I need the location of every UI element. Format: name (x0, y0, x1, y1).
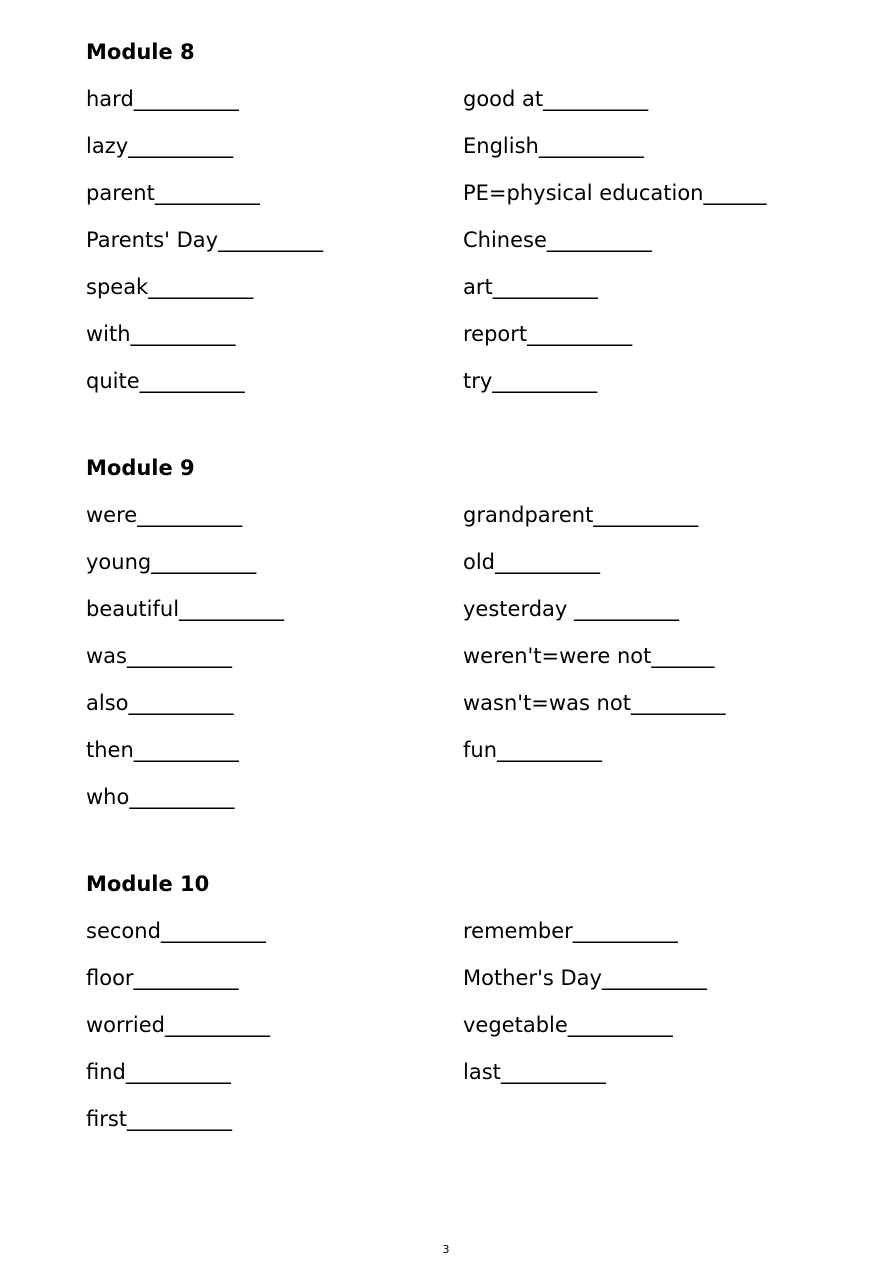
vocab-item: try__________ (463, 369, 598, 393)
vocab-item: fun__________ (463, 738, 603, 762)
vocab-item: Parents' Day__________ (86, 228, 324, 252)
vocab-item: English__________ (463, 134, 644, 158)
vocab-item: second__________ (86, 919, 266, 943)
vocabulary-list (86, 85, 806, 414)
vocab-item: Chinese__________ (463, 228, 652, 252)
vocab-item: was__________ (86, 644, 232, 668)
vocab-item: art__________ (463, 275, 598, 299)
vocab-item (463, 783, 806, 830)
module-10-section (86, 870, 806, 1152)
vocabulary-list (86, 917, 806, 1152)
vocab-item (463, 1105, 806, 1152)
vocab-item: quite__________ (86, 369, 245, 393)
vocab-item: report__________ (463, 322, 633, 346)
vocab-item: young__________ (86, 550, 257, 574)
vocab-item: grandparent__________ (463, 503, 699, 527)
page-number: 3 (442, 1243, 450, 1256)
vocab-item: worried__________ (86, 1013, 271, 1037)
vocabulary-list (86, 501, 806, 830)
vocab-item: Mother's Day__________ (463, 966, 707, 990)
vocab-item: old__________ (463, 550, 601, 574)
vocab-item: were__________ (86, 503, 243, 527)
module-9-section (86, 454, 806, 830)
vocab-item: floor__________ (86, 966, 239, 990)
vocab-item: then__________ (86, 738, 239, 762)
vocab-item: wasn't=was not_________ (463, 691, 726, 715)
vocab-item: speak__________ (86, 275, 254, 299)
vocab-item: yesterday __________ (463, 597, 680, 621)
module-8-section (86, 38, 806, 414)
vocab-item: first__________ (86, 1107, 233, 1131)
module-title: Module 10 (86, 872, 210, 896)
vocab-item: find__________ (86, 1060, 231, 1084)
vocab-item: PE=physical education______ (463, 181, 767, 205)
vocab-item: good at__________ (463, 87, 649, 111)
vocab-item: who__________ (86, 785, 235, 809)
module-title: Module 8 (86, 40, 195, 64)
vocab-item: also__________ (86, 691, 234, 715)
vocab-item: lazy__________ (86, 134, 234, 158)
module-title: Module 9 (86, 456, 195, 480)
vocab-item: vegetable__________ (463, 1013, 673, 1037)
vocab-item: remember__________ (463, 919, 678, 943)
vocab-item: parent__________ (86, 181, 260, 205)
vocab-item: with__________ (86, 322, 236, 346)
vocab-item: beautiful__________ (86, 597, 285, 621)
vocab-item: weren't=were not______ (463, 644, 715, 668)
vocab-item: last__________ (463, 1060, 606, 1084)
vocab-item: hard__________ (86, 87, 239, 111)
